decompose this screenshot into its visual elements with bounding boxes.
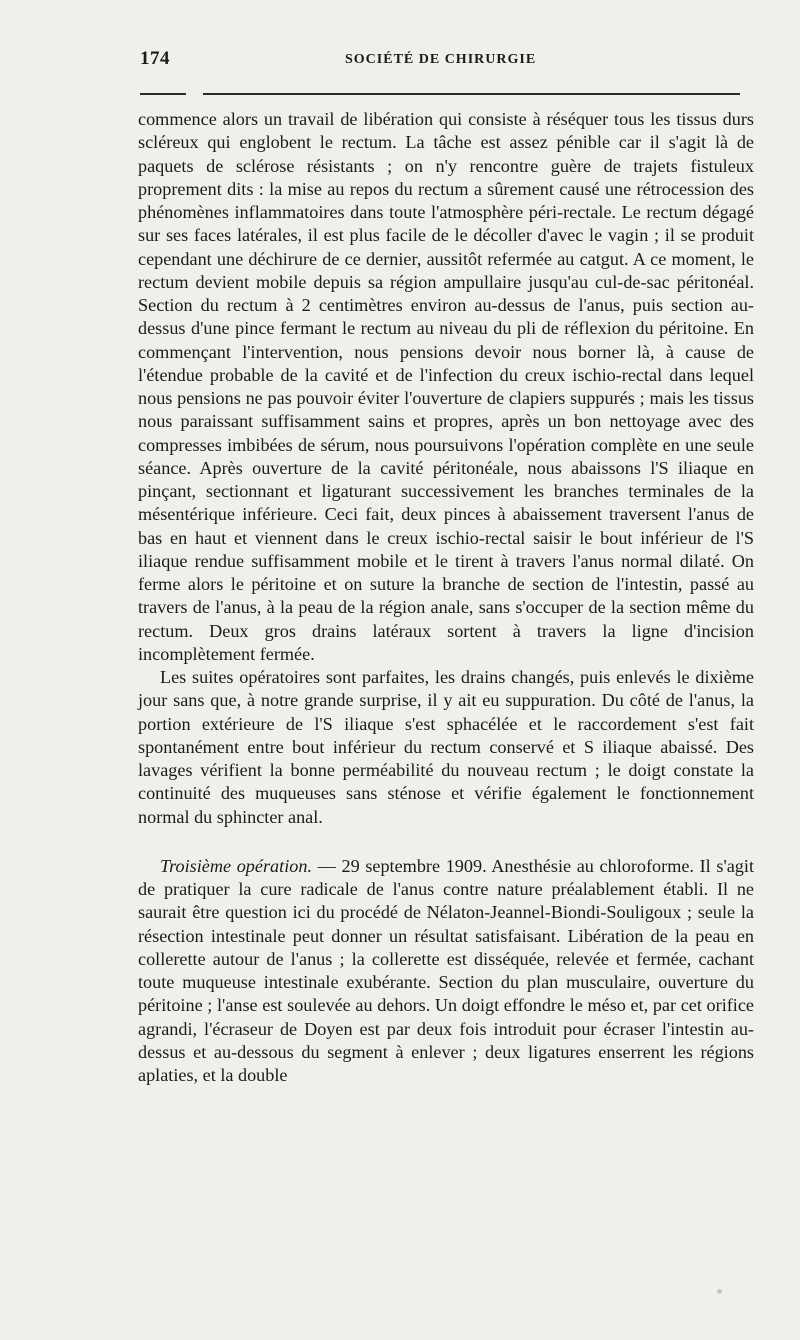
journal-title: SOCIÉTÉ DE CHIRURGIE xyxy=(345,52,537,67)
paragraph-2: Les suites opératoires sont parfaites, les drains changés, puis enlevés le dixième jour sans que, à notre grande surprise, il y ait eu suppuration. Du côté de l'anus, la portion extérieure de l'S iliaque s'est sphacélée et le raccordement s'est fait spontanément entre bout inférieur du rectum conservé et S iliaque abaissé. Des lavages vérifient la bonne perméabilité du nouveau rectum ; le doigt constate la continuité des muqueuses sans sténose et vérifie également le fonctionnement normal du sphincter anal. xyxy=(138,667,754,827)
body-text xyxy=(138,108,754,1087)
running-head xyxy=(140,48,740,78)
header-rule-left xyxy=(140,93,186,95)
section-title: Troisième opération. xyxy=(160,855,312,876)
paragraph-1: commence alors un travail de libération qui consiste à réséquer tous les tissus durs scléreux qui englobent le rectum. La tâche est assez pénible car il s'agit là de paquets de sclérose résistants ; on n'y rencontre guère de trajets fistuleux proprement dits : la mise au repos du rectum a sûrement causé une rétrocession des phénomènes inflammatoires dans toute l'atmosphère péri-rectale. Le rectum dégagé sur ses faces latérales, il est plus facile de le décoller d'avec le vagin ; il se produit cependant une déchirure de ce dernier, aussitôt refermée au catgut. A ce moment, le rectum devient mobile depuis sa région ampullaire jusqu'au cul-de-sac péritonéal. Section du rectum à 2 centimètres environ au-dessus de l'anus, puis section au-dessus d'une pince fermant le rectum au niveau du pli de réflexion du péritoine. En commençant l'intervention, nous pensions devoir nous borner là, à cause de l'étendue probable de la cavité et de l'infection du creux ischio-rectal dans lequel nous pensions ne pas pouvoir éviter l'ouverture de clapiers suppurés ; mais les tissus nous paraissant suffisamment sains et propres, après un bon nettoyage avec des compresses imbibées de sérum, nous poursuivons l'opération complète en une seule séance. Après ouverture de la cavité péritonéale, nous abaissons l'S iliaque en pinçant, sectionnant et ligaturant successivement les branches terminales de la mésentérique inférieure. Ceci fait, deux pinces à abaissement traversent l'anus de bas en haut et viennent dans le creux ischio-rectal saisir le bout inférieur de l'S iliaque rendue suffisamment mobile et le tirent à travers l'anus normal dilaté. On ferme alors le péritoine et on suture la branche de section de l'intestin, passé au travers de l'anus, à la peau de la région anale, sans s'occuper de la section même du rectum. Deux gros drains latéraux sortent à travers la ligne d'incision incomplètement fermée. xyxy=(138,109,754,664)
paper-speck xyxy=(717,1289,722,1294)
paragraph-3-text: — 29 septembre 1909. Anesthésie au chloroforme. Il s'agit de pratiquer la cure radicale de l'anus contre nature préalablement établi. Il ne saurait être question ici du procédé de Nélaton-Jeannel-Biondi-Souligoux ; seule la résection intestinale peut donner un résultat satisfaisant. Libération de la peau en collerette autour de l'anus ; la collerette est disséquée, relevée et fermée, cachant toute muqueuse intestinale exubérante. Section du plan musculaire, ouverture du péritoine ; l'anse est soulevée au dehors. Un doigt effondre le méso et, par cet orifice agrandi, l'écraseur de Doyen est par deux fois introduit pour écraser l'intestin au-dessus et au-dessous du segment à enlever ; deux ligatures enserrent les régions aplaties, et la double xyxy=(138,855,754,1085)
paragraph-3 xyxy=(138,855,754,1088)
header-rule-right xyxy=(203,93,740,95)
page-number: 174 xyxy=(140,48,170,69)
